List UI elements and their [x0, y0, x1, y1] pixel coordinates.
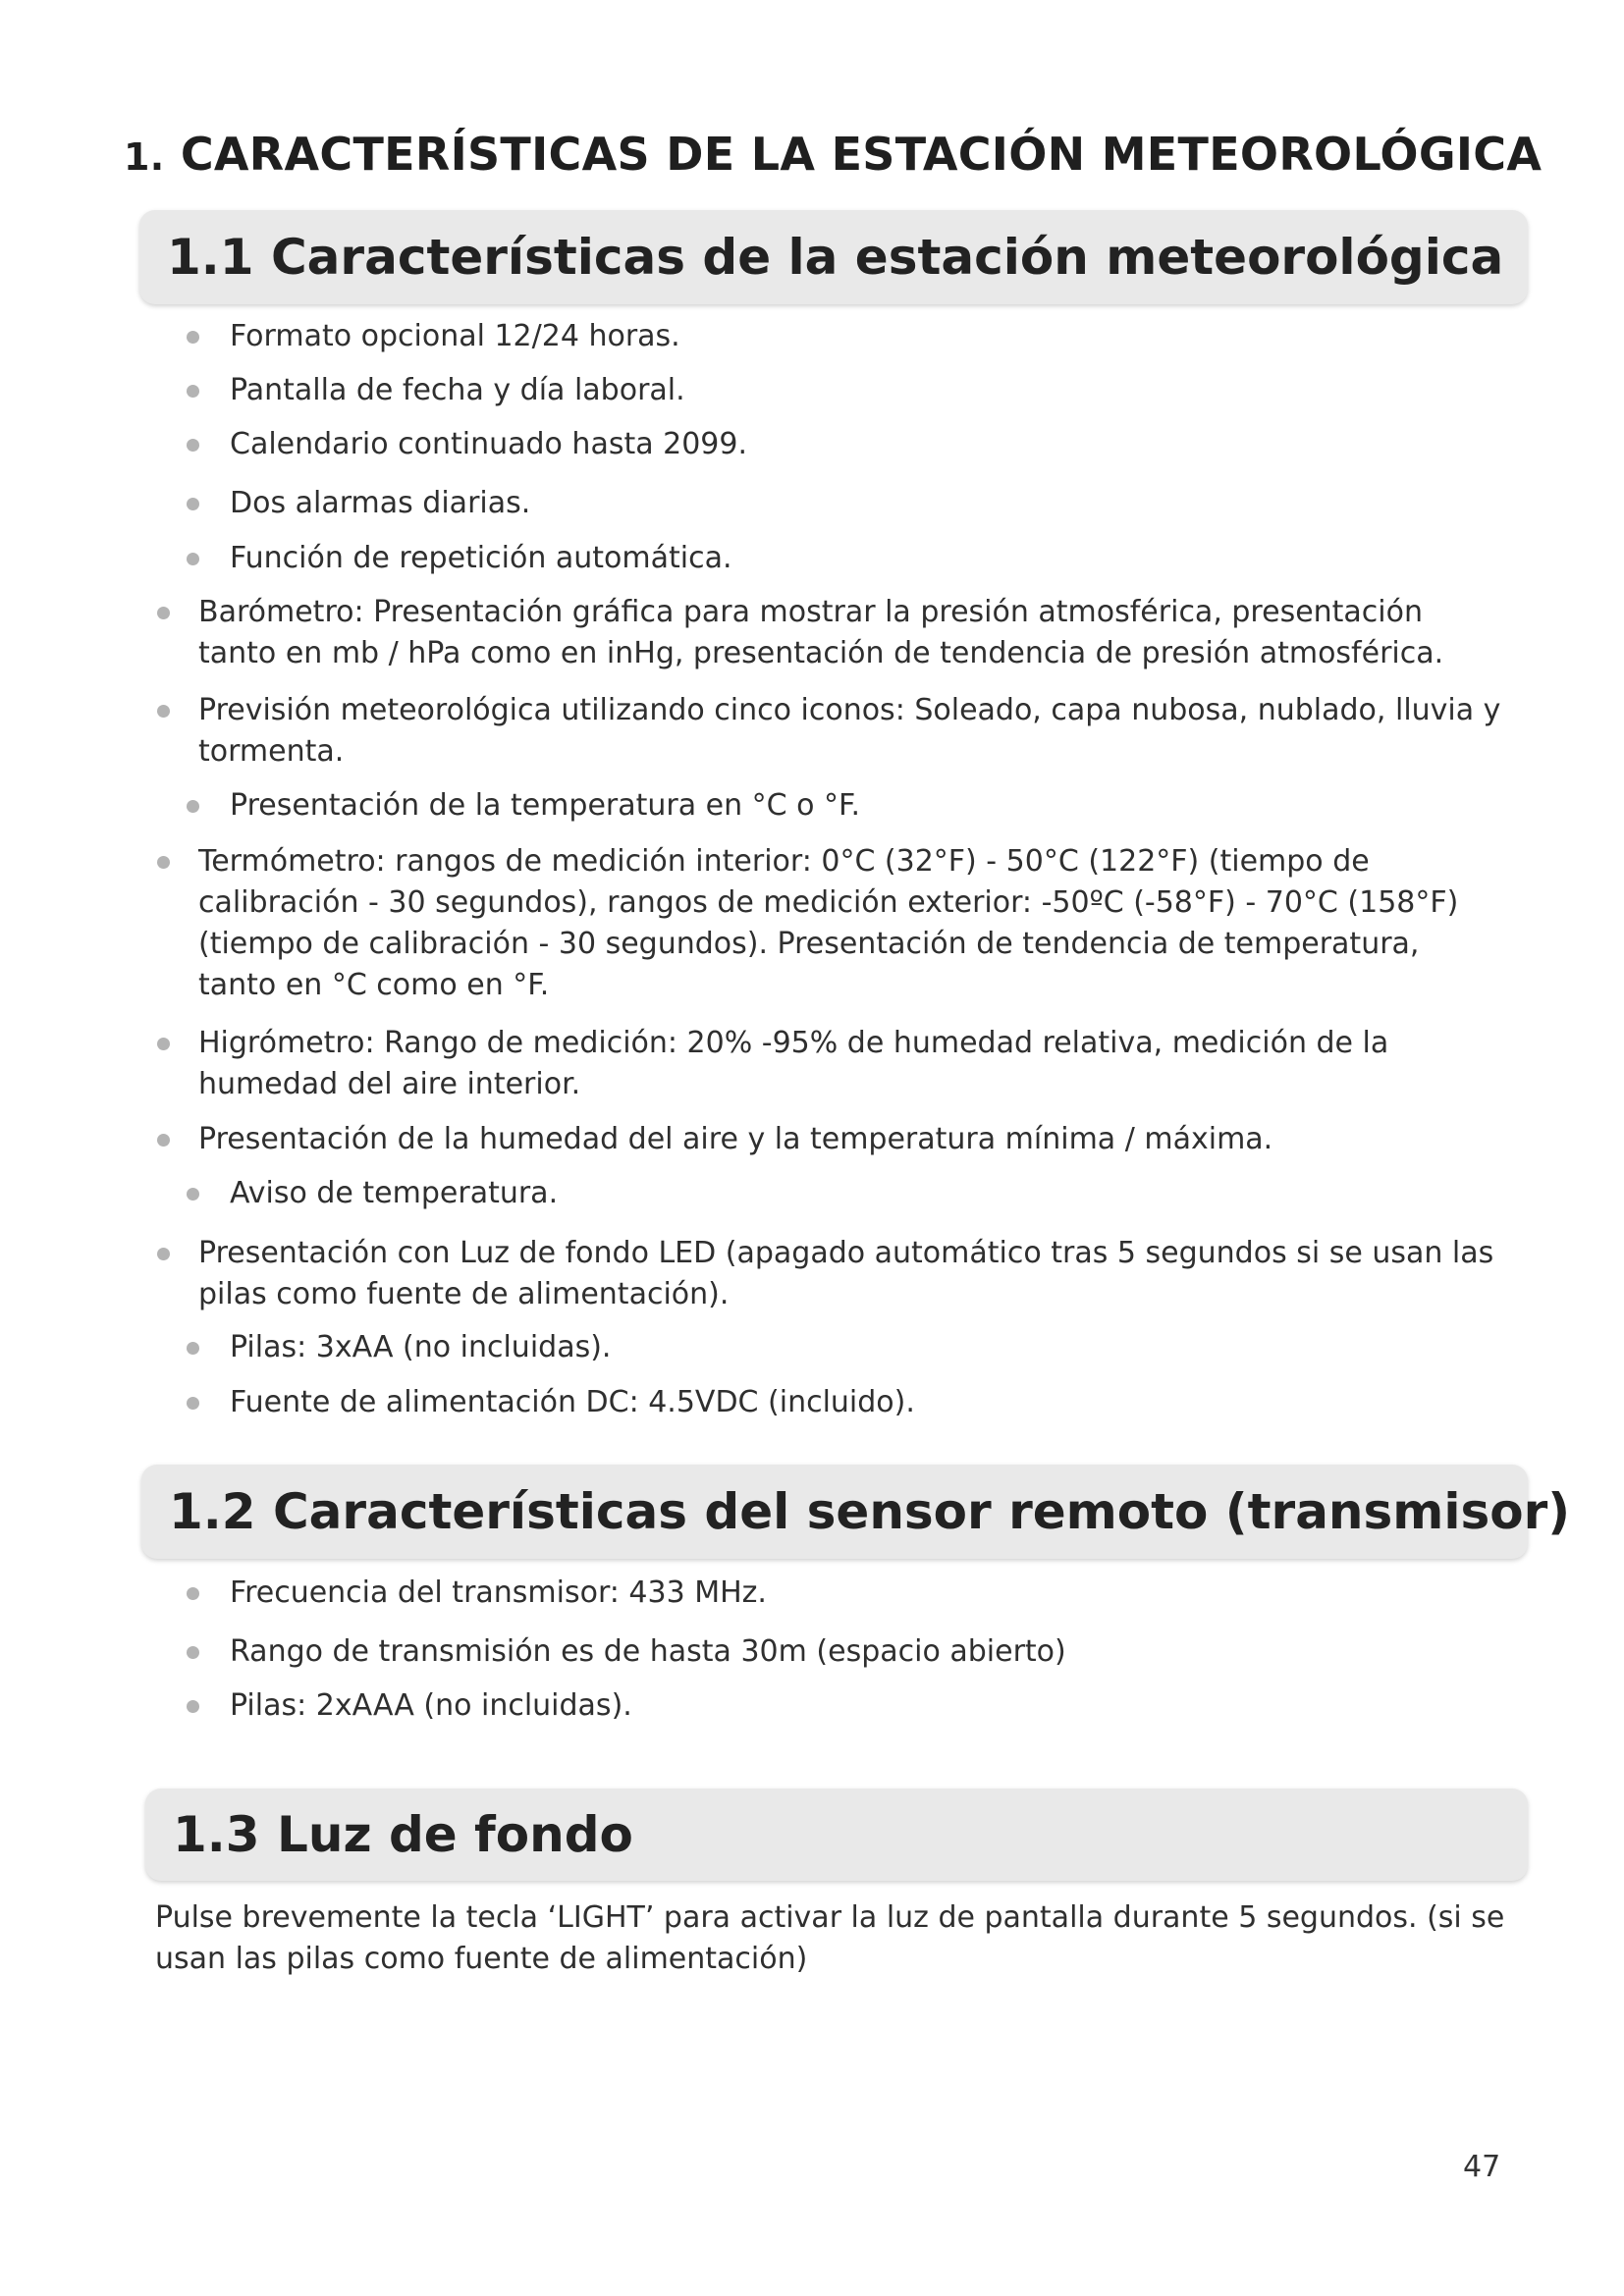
section-1-1-title: 1.1 Características de la estación meteorológica	[167, 229, 1504, 286]
bullet-icon	[187, 439, 199, 452]
section-1-3-paragraph: Pulse brevemente la tecla ‘LIGHT’ para activar la luz de pantalla durante 5 segundos. (si se usan las pilas como fuente de alimentación)	[155, 1900, 1505, 1976]
bullet-icon	[187, 1700, 199, 1713]
bullet-icon	[157, 1038, 170, 1050]
page-heading	[124, 128, 1542, 181]
bullet-icon	[187, 1397, 199, 1410]
bullet-icon	[157, 1134, 170, 1147]
bullet-icon	[187, 331, 199, 344]
bullet-icon	[187, 553, 199, 565]
bullet-icon	[187, 1587, 199, 1600]
list-item: Termómetro: rangos de medición interior: 0°C (32°F) - 50°C (122°F) (tiempo de calibración - 30 segundos), rangos de medición exterior: -50ºC (-58°F) - 70°C (158°F) (tiempo de calibración - 30 segundos). Presentación de tendencia de temperatura, tanto en °C como en °F.	[198, 841, 1504, 1006]
list-item: Función de repetición automática.	[230, 538, 1496, 579]
list-item: Fuente de alimentación DC: 4.5VDC (incluido).	[230, 1382, 1496, 1423]
bullet-icon	[187, 800, 199, 813]
section-1-3-title: 1.3 Luz de fondo	[173, 1806, 633, 1863]
page-heading-text: CARACTERÍSTICAS DE LA ESTACIÓN METEOROLÓGICA	[180, 128, 1543, 181]
page-number: 47	[1463, 2150, 1501, 2184]
list-item: Presentación de la temperatura en °C o °F.	[230, 785, 1496, 827]
list-item: Frecuencia del transmisor: 433 MHz.	[230, 1573, 1496, 1614]
list-item: Presentación con Luz de fondo LED (apagado automático tras 5 segundos si se usan las pilas como fuente de alimentación).	[198, 1233, 1504, 1315]
bullet-icon	[157, 607, 170, 619]
bullet-icon	[187, 385, 199, 398]
list-item: Barómetro: Presentación gráfica para mostrar la presión atmosférica, presentación tanto en mb / hPa como en inHg, presentación de tendencia de presión atmosférica.	[198, 592, 1504, 674]
list-item: Aviso de temperatura.	[230, 1173, 1496, 1214]
bullet-icon	[187, 1188, 199, 1201]
list-item: Pilas: 2xAAA (no incluidas).	[230, 1685, 1496, 1727]
list-item: Rango de transmisión es de hasta 30m (espacio abierto)	[230, 1631, 1496, 1673]
bullet-icon	[187, 1342, 199, 1355]
section-1-3-header	[145, 1789, 1528, 1881]
section-1-2-header	[141, 1465, 1571, 1559]
page-heading-number: 1.	[124, 135, 165, 179]
list-item: Previsión meteorológica utilizando cinco iconos: Soleado, capa nubosa, nublado, lluvia y tormenta.	[198, 690, 1504, 773]
list-item: Calendario continuado hasta 2099.	[230, 424, 1496, 465]
bullet-icon	[157, 705, 170, 718]
bullet-icon	[187, 1646, 199, 1659]
list-item: Presentación de la humedad del aire y la temperatura mínima / máxima.	[198, 1119, 1504, 1160]
list-item: Pantalla de fecha y día laboral.	[230, 370, 1496, 411]
bullet-icon	[187, 498, 199, 510]
bullet-icon	[157, 1248, 170, 1260]
bullet-icon	[157, 856, 170, 869]
list-item: Pilas: 3xAA (no incluidas).	[230, 1327, 1496, 1368]
section-1-2-title: 1.2 Características del sensor remoto (transmisor)	[169, 1483, 1571, 1540]
list-item: Higrómetro: Rango de medición: 20% -95% de humedad relativa, medición de la humedad del aire interior.	[198, 1023, 1504, 1105]
list-item: Dos alarmas diarias.	[230, 483, 1496, 524]
list-item: Formato opcional 12/24 horas.	[230, 316, 1496, 357]
section-1-1-header	[139, 210, 1528, 304]
